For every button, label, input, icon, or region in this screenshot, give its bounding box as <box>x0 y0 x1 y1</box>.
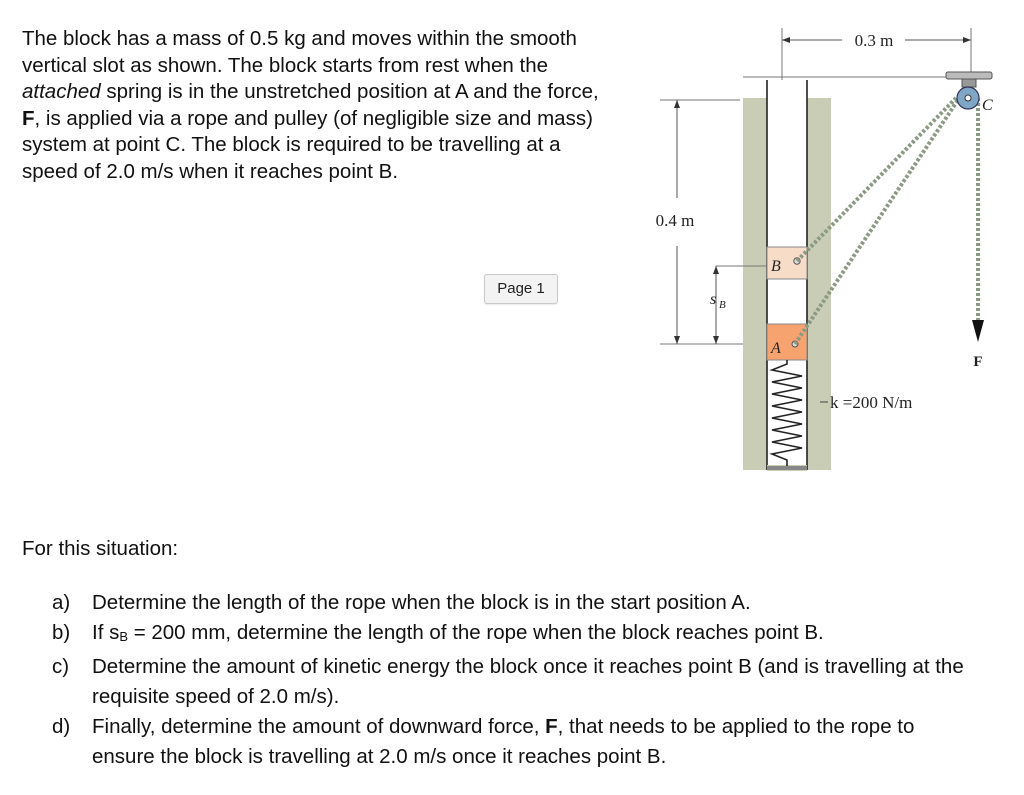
label-force: F <box>973 354 983 370</box>
force-arrow <box>972 320 984 342</box>
question-d-pre: Finally, determine the amount of downward force, <box>92 715 546 738</box>
intro-attached: attached <box>22 80 101 103</box>
spring-constant-label: k =200 N/m <box>830 393 913 412</box>
left-wall <box>743 98 767 470</box>
question-text: Determine the amount of kinetic energy the block once it reaches point B (and is travelling at the requisite speed of 2.0 m/s). <box>92 655 964 708</box>
intro-text-1: The block has a mass of 0.5 kg and moves within the smooth vertical slot as shown. The block starts from rest when the <box>22 27 577 77</box>
situation-heading: For this situation: <box>22 537 179 560</box>
problem-statement <box>22 26 622 185</box>
question-c <box>52 652 982 712</box>
label-sb-subscript: B <box>719 299 726 311</box>
question-text <box>92 712 982 772</box>
question-label: c) <box>52 655 70 678</box>
question-b-pre: If s <box>92 621 120 644</box>
dimension-vertical <box>656 100 755 344</box>
label-a: A <box>771 340 781 357</box>
question-label: b) <box>52 621 71 644</box>
question-label: a) <box>52 591 71 614</box>
block-spring-pulley-figure <box>630 20 1000 490</box>
question-b-post: = 200 mm, determine the length of the rope when the block reaches point B. <box>128 621 824 644</box>
intro-force-symbol: F <box>22 106 35 130</box>
question-d-force: F <box>545 715 558 738</box>
label-c: C <box>982 97 993 114</box>
question-label: d) <box>52 715 71 738</box>
intro-text-2: spring is in the unstretched position at A and the force, <box>100 80 599 103</box>
question-b-subscript: B <box>119 629 129 644</box>
dimension-horizontal <box>782 28 971 80</box>
question-list <box>52 588 982 772</box>
label-s: s <box>710 291 717 308</box>
question-text: Determine the length of the rope when the block is in the start position A. <box>92 591 751 614</box>
question-d <box>52 712 982 772</box>
right-wall <box>807 98 831 470</box>
intro-text-3: , is applied via a rope and pulley (of negligible size and mass) system at point C. The block is required to be travelling at a speed of 2.0 m/s when it reaches point B. <box>22 106 593 183</box>
label-b: B <box>771 258 781 275</box>
page-number-badge: Page 1 <box>484 274 558 304</box>
dimension-0-3m: 0.3 m <box>854 31 894 50</box>
spring <box>772 360 802 466</box>
question-a <box>52 588 982 618</box>
question-d-post: , that needs to be applied to the rope to ensure the block is travelling at 2.0 m/s once it reaches point B. <box>92 715 915 768</box>
question-text <box>92 618 982 652</box>
dimension-0-4m: 0.4 m <box>655 211 695 230</box>
question-b <box>52 618 982 652</box>
